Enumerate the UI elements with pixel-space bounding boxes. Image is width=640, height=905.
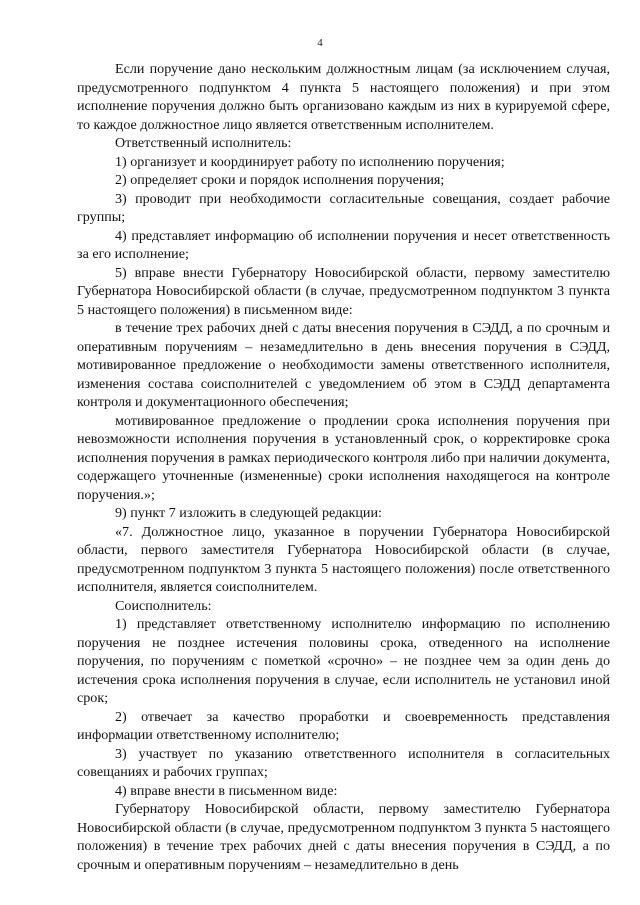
paragraph: в течение трех рабочих дней с даты внесения поручения в СЭДД, а по срочным и оперативным поручениям – незамедлительно в день внесения поручения в СЭДД, мотивированное предложение о необходимости замены ответственного исполнителя, изменения состава соисполнителей с уведомлением об этом в СЭДД департамента контроля и документационного обеспечения; (77, 320, 610, 410)
page-number: 4 (317, 37, 323, 49)
paragraph: 9) пункт 7 изложить в следующей редакции: (115, 505, 382, 521)
document-body (77, 60, 610, 874)
paragraph: 2) отвечает за качество проработки и своевременность представления информации ответственному исполнителю; (77, 708, 610, 743)
paragraph: 1) организует и координирует работу по исполнению поручения; (115, 153, 505, 170)
paragraph: 1) представляет ответственному исполнителю информацию по исполнению поручения не позднее истечения половины срока, отведенного на исполнение поручения, по поручениям с пометкой «срочно» – не позднее чем за один день до истечения срока исполнения поручения в случае, если исполнитель не установил иной срок; (77, 616, 610, 706)
paragraph: 2) определяет сроки и порядок исполнения поручения; (115, 172, 445, 188)
paragraph: 4) представляет информацию об исполнении поручения и несет ответственность за его исполнение; (77, 227, 610, 262)
paragraph: Губернатору Новосибирской области, первому заместителю Губернатора Новосибирской области (в случае, предусмотренном подпунктом 3 пункта 5 настоящего положения) в течение трех рабочих дней с даты внесения поручения в СЭДД, а по срочным и оперативным поручениям – незамедлительно в день (77, 801, 610, 873)
paragraph: 3) проводит при необходимости согласительные совещания, создает рабочие группы; (77, 190, 610, 225)
paragraph: 4) вправе внести в письменном виде: (115, 782, 338, 799)
paragraph: мотивированное предложение о продлении срока исполнения поручения при невозможности исполнения поручения в установленный срок, о корректировке срока исполнения поручения в рамках периодического контроля либо при наличии документа, содержащего уточненные (измененные) сроки исполнения находящегося на контроле поручения.»; (77, 412, 610, 503)
paragraph: Ответственный исполнитель: (115, 135, 292, 151)
paragraph: «7. Должностное лицо, указанное в поручении Губернатора Новосибирской области, первого заместителя Губернатора Новосибирской области (в случае, предусмотренном подпунктом 3 пункта 5 настоящего положения) после ответственного исполнителя, является соисполнителем. (77, 523, 610, 595)
paragraph: Если поручение дано нескольким должностным лицам (за исключением случая, предусмотренного подпунктом 4 пункта 5 настоящего положения) и при этом исполнение поручения должно быть организовано каждым из них в курируемой сфере, то каждое должностное лицо является ответственным исполнителем. (77, 61, 610, 133)
paragraph: 5) вправе внести Губернатору Новосибирской области, первому заместителю Губернатора Новосибирской области (в случае, предусмотренном подпунктом 3 пункта 5 настоящего положения) в письменном виде: (77, 264, 610, 318)
paragraph: 3) участвует по указанию ответственного исполнителя в согласительных совещаниях и рабочих группах; (77, 745, 610, 780)
paragraph: Соисполнитель: (115, 597, 212, 614)
